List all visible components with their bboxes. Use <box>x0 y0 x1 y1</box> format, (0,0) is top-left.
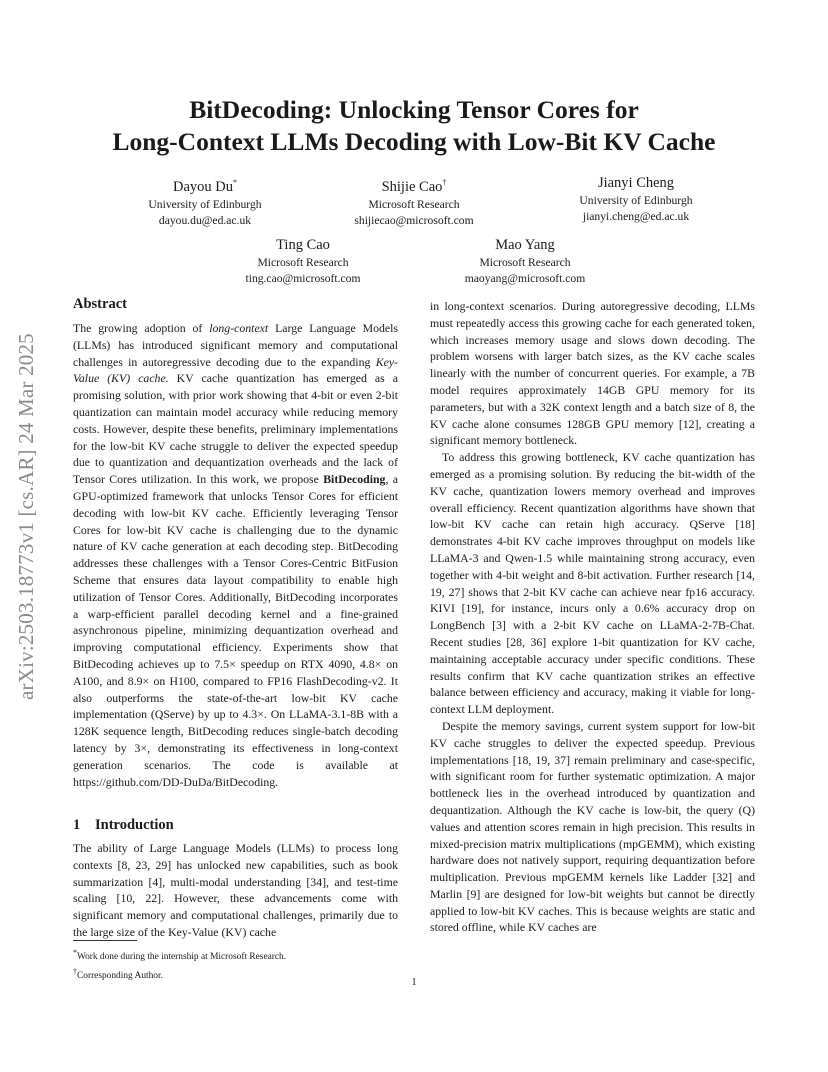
arxiv-identifier: arXiv:2503.18773v1 [cs.AR] 24 Mar 2025 <box>14 333 38 700</box>
author-email: maoyang@microsoft.com <box>464 272 586 285</box>
paragraph: To address this growing bottleneck, KV cache quantization has emerged as a promising solution. By reducing the bit-width of the KV cache, quantization lowers memory overhead and improves overall efficiency. Recent quantization algorithms have shown that low-bit KV cache can retain high accuracy. QServe [18] demonstrates 4-bit KV cache improves throughput on models like LLaMA-3 and Qwen-1.5 while maintaining strong accuracy, even together with 4-bit weight and 8-bit activation. Further research [14, 19, 27] shows that 2-bit KV cache can achieve near fp16 accuracy. KIVI [19], for instance, incurs only a 0.6% accuracy drop on LongBench [3] with a 2-bit KV cache on LLaMA-2-7B-Chat. Recent studies [28, 36] explore 1-bit quantization for KV cache, maintaining acceptable accuracy under specific conditions. These results confirm that KV cache quantization strikes an effective balance between efficiency and accuracy, making it viable for long-context LLM deployment. <box>430 450 755 717</box>
author-name: Mao Yang <box>495 237 555 253</box>
abstract-text: Large Language Models (LLMs) has introduced significant memory and computational challenges in autoregressive decoding due to the expanding <box>73 321 398 369</box>
abstract-emphasis: Key-Value (KV) cache. <box>73 354 398 386</box>
abstract-system-name: BitDecoding <box>323 472 386 487</box>
author-jianyi-cheng <box>526 173 746 225</box>
author-email: jianyi.cheng@ed.ac.uk <box>582 210 690 223</box>
footnote-text: Work done during the internship at Microsoft Research. <box>77 952 287 963</box>
author-affiliation: University of Edinburgh <box>579 194 693 207</box>
paragraph: in long-context scenarios. During autoregressive decoding, LLMs must repeatedly access this growing cache for each generated token, which increases memory usage and slows down decoding. The problem worsens with larger batch sizes, as the KV cache scales linearly with the number of concurrent queries. For example, a 7B model requires approximately 14GB GPU memory for its parameters, but with a 32K context length and a batch size of 8, the KV cache alone consumes 128GB GPU memory [12], creating a significant memory bottleneck. <box>430 299 755 448</box>
author-mao-yang <box>415 235 635 287</box>
author-email: shijiecao@microsoft.com <box>354 213 474 227</box>
author-dayou-du <box>95 173 315 229</box>
author-email: ting.cao@microsoft.com <box>245 272 361 285</box>
introduction-left-column <box>73 840 398 941</box>
abstract-text: The growing adoption of <box>73 321 210 335</box>
author-name: Shijie Cao <box>381 178 443 195</box>
section-number: 1 <box>73 817 81 833</box>
author-footnote-mark: * <box>233 178 237 187</box>
footnote-mark: * <box>73 948 77 957</box>
abstract-emphasis: long-context <box>209 321 269 335</box>
footnote-rule <box>73 940 137 941</box>
abstract-text: KV cache quantization has emerged as a promising solution, with prior work showing that 4-bit or even 2-bit quantization can maintain model accuracy while reducing memory costs. However, despite these benefits, preliminary implementations for the low-bit KV cache struggle to deliver the expected speedup due to quantization and dequantization overheads and the lack of Tensor Cores utilization. In this work, we propose <box>73 371 398 487</box>
author-affiliation: Microsoft Research <box>257 256 349 269</box>
author-name: Ting Cao <box>276 237 330 253</box>
paragraph: Despite the memory savings, current system support for low-bit KV cache struggles to deliver the expected speedup. Previous implementations [18, 19, 37] remain preliminary and case-specific, with significant room for further systematic optimization. A major bottleneck lies in the overhead introduced by quantization and dequantization. Although the KV cache is low-bit, the query (Q) values and attention scores remain in high precision. This results in mixed-precision matrix multiplications (mpGEMM), which existing hardware does not natively support, requiring dequantization before multiplication. Previous mpGEMM kernels like Ladder [32] and Marlin [9] are designed for low-bit weights but cannot be directly applied to low-bit KV caches. This is because weights are static and stored offline, while KV caches are <box>430 718 755 935</box>
author-affiliation: Microsoft Research <box>368 197 460 211</box>
right-column <box>430 298 755 936</box>
author-shijie-cao <box>304 173 524 229</box>
paragraph: The ability of Large Language Models (LLMs) to process long contexts [8, 23, 29] has unlocked new capabilities, such as book summarization [4], multi-modal understanding [34], and test-time scaling [10, 22]. However, these advancements come with significant memory and computational challenges, primarily due to the large size of the Key-Value (KV) cache <box>73 841 398 939</box>
paper-title <box>40 94 788 158</box>
section-heading-introduction <box>73 817 174 834</box>
section-title: Introduction <box>95 817 174 833</box>
author-footnote-mark: † <box>442 178 447 187</box>
author-ting-cao <box>193 235 413 287</box>
footnote <box>73 946 286 965</box>
author-affiliation: University of Edinburgh <box>148 197 262 211</box>
footnote-mark: † <box>73 966 77 976</box>
author-affiliation: Microsoft Research <box>479 256 571 269</box>
author-name: Jianyi Cheng <box>597 175 675 191</box>
author-name: Dayou Du <box>172 178 233 195</box>
abstract-body <box>73 320 398 790</box>
abstract-text: , a GPU-optimized framework that unlocks Tensor Cores for efficient decoding with low-bit KV cache. Efficiently leveraging Tensor Cores for low-bit KV cache is challenging due to the dynamic nature of KV cache generation at each decoding step. BitDecoding addresses these challenges with a Tensor Cores-Centric BitFusion Scheme that ensures data layout compatibility to enable high utilization of Tensor Cores. Additionally, BitDecoding incorporates a warp-efficient parallel decoding kernel and a fine-grained asynchronous pipeline, minimizing dequantization overhead and improving computational efficiency. Experiments show that BitDecoding achieves up to 7.5× speedup on RTX 4090, 4.8× on A100, and 8.9× on H100, compared to FP16 FlashDecoding-v2. It also outperforms the state-of-the-art low-bit KV cache implementation (QServe) by up to 4.3×. On LLaMA-3.1-8B with a 128K sequence length, BitDecoding reduces single-batch decoding latency by 3×, demonstrating its effectiveness in long-context generation scenarios. The code is available at https://github.com/DD-DuDa/BitDecoding. <box>73 472 398 789</box>
title-line-1: BitDecoding: Unlocking Tensor Cores for <box>189 95 639 124</box>
page-number: 1 <box>411 977 417 988</box>
footnote-text: Corresponding Author. <box>77 970 163 981</box>
title-line-2: Long-Context LLMs Decoding with Low-Bit KV Cache <box>112 127 716 156</box>
author-email: dayou.du@ed.ac.uk <box>158 213 252 227</box>
abstract-heading: Abstract <box>73 296 127 312</box>
